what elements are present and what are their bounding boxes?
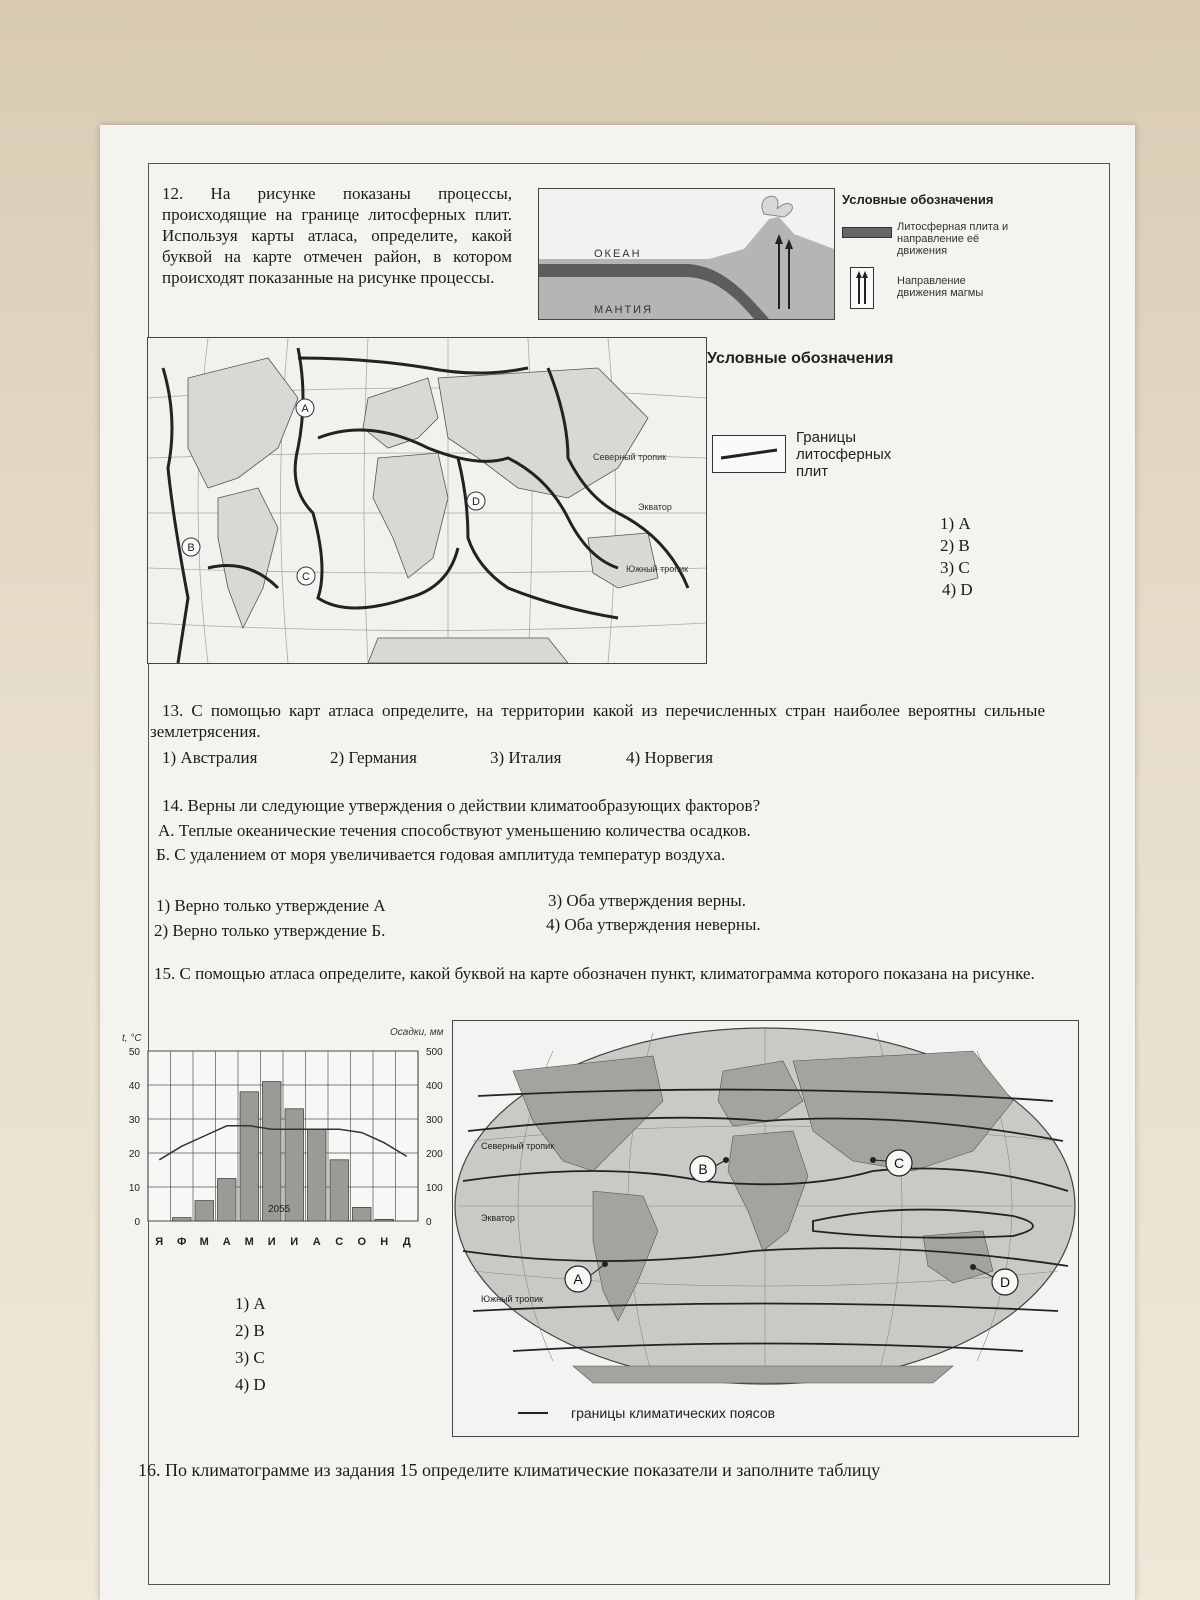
- plate-legend-swatch: [842, 227, 892, 238]
- climatogram-xtick: М: [199, 1236, 209, 1248]
- q14-statement-b: Б. С удалением от моря увеличивается годовая амплитуда температур воздуха.: [156, 845, 726, 864]
- q13-option-1[interactable]: 1) Австралия: [162, 748, 258, 767]
- q14-option-1[interactable]: 1) Верно только утверждение А: [156, 896, 386, 915]
- magma-legend-icon: [850, 267, 874, 309]
- climatogram-y2tick: 0: [426, 1217, 432, 1228]
- q15-option-2[interactable]: 2) В: [235, 1321, 265, 1340]
- q12-option-4[interactable]: 4) D: [942, 580, 973, 599]
- mantle-label: МАНТИЯ: [594, 304, 654, 316]
- climate-marker-d: D: [999, 1274, 1011, 1290]
- q14-statement-a: А. Теплые океанические течения способствуют уменьшению количества осадков.: [158, 821, 751, 840]
- q13-option-2[interactable]: 2) Германия: [330, 748, 417, 767]
- climate-map-equator: Экватор: [481, 1213, 515, 1223]
- q15-option-1[interactable]: 1) А: [235, 1294, 266, 1313]
- climatogram-y2tick: 300: [426, 1115, 443, 1126]
- precip-bar: [173, 1218, 192, 1221]
- plates-map-equator: Экватор: [638, 502, 672, 512]
- climate-map-legend: границы климатических поясов: [571, 1405, 776, 1421]
- plates-map-north-tropic: Северный тропик: [593, 452, 667, 462]
- plates-marker-c: C: [302, 571, 310, 583]
- climatogram: [100, 1023, 450, 1258]
- q13-text: 13. С помощью карт атласа определите, на территории какой из перечисленных стран наиболее вероятны сильные землетрясения.: [150, 701, 1045, 741]
- climatogram-ytick: 20: [128, 1149, 140, 1160]
- worksheet-page: [100, 125, 1135, 1600]
- precip-bar: [195, 1201, 214, 1221]
- climatogram-xtick: И: [290, 1236, 299, 1248]
- q14-option-2[interactable]: 2) Верно только утверждение Б.: [154, 921, 386, 940]
- diagram-legend-title: Условные обозначения: [842, 192, 994, 207]
- climate-marker-a: A: [573, 1271, 583, 1287]
- climatogram-ylabel: t, °C: [122, 1033, 142, 1044]
- q16-text: 16. По климатограмме из задания 15 определите климатические показатели и заполните таблицу: [138, 1460, 881, 1480]
- climatogram-xtick: А: [312, 1236, 321, 1248]
- climatogram-ytick: 40: [128, 1081, 140, 1092]
- climatogram-y2label: Осадки, мм: [390, 1027, 444, 1038]
- q12-option-2[interactable]: 2) В: [940, 536, 970, 555]
- q14-text: 14. Верны ли следующие утверждения о действии климатообразующих факторов?: [162, 796, 761, 815]
- climatogram-xtick: Ф: [177, 1236, 187, 1248]
- subduction-diagram: [538, 188, 835, 320]
- climatogram-xtick: Я: [155, 1236, 164, 1248]
- climatogram-xtick: С: [335, 1236, 344, 1248]
- q14-option-3[interactable]: 3) Оба утверждения верны.: [548, 891, 746, 910]
- climate-zones-map: [452, 1020, 1079, 1437]
- plates-map: [147, 337, 707, 664]
- q14-option-4[interactable]: 4) Оба утверждения неверны.: [546, 915, 761, 934]
- q15-option-4[interactable]: 4) D: [235, 1375, 266, 1394]
- climatogram-ytick: 10: [128, 1183, 140, 1194]
- climatogram-xtick: А: [222, 1236, 231, 1248]
- climatogram-ytick: 0: [134, 1217, 140, 1228]
- climate-map-north-tropic: Северный тропик: [481, 1141, 555, 1151]
- climatogram-y2tick: 100: [426, 1183, 443, 1194]
- climatogram-y2tick: 400: [426, 1081, 443, 1092]
- climatogram-xtick: Н: [380, 1236, 389, 1248]
- ocean-label: ОКЕАН: [594, 248, 642, 260]
- plates-map-legend-title: Условные обозначения: [707, 350, 894, 367]
- plates-legend-swatch: [712, 435, 786, 473]
- climatogram-xtick: О: [357, 1236, 367, 1248]
- q13-option-4[interactable]: 4) Норвегия: [626, 748, 714, 767]
- magma-legend-text: Направление движения магмы: [897, 275, 984, 299]
- climate-marker-c: C: [893, 1155, 905, 1171]
- q12-option-3[interactable]: 3) С: [940, 558, 970, 577]
- plates-map-south-tropic: Южный тропик: [626, 564, 689, 574]
- climate-marker-b: B: [698, 1161, 708, 1177]
- precip-bar: [353, 1207, 372, 1221]
- precip-bar: [330, 1160, 349, 1221]
- climate-map-south-tropic: Южный тропик: [481, 1294, 544, 1304]
- climatogram-ytick: 50: [128, 1047, 140, 1058]
- climatogram-y2tick: 500: [426, 1047, 443, 1058]
- precip-bar: [240, 1092, 259, 1221]
- precip-bar: [263, 1082, 282, 1221]
- plates-legend-text: Границы литосферных плит: [796, 429, 892, 480]
- precip-bar: [218, 1179, 237, 1222]
- climatogram-y2tick: 200: [426, 1149, 443, 1160]
- plate-legend-text: Литосферная плита и направление её движения: [897, 221, 1009, 257]
- climatogram-xtick: И: [267, 1236, 276, 1248]
- q13-option-3[interactable]: 3) Италия: [490, 748, 562, 767]
- climatogram-xtick: Д: [402, 1236, 411, 1248]
- plates-marker-b: B: [187, 542, 195, 554]
- q15-text: 15. С помощью атласа определите, какой буквой на карте обозначен пункт, климатограмма которого показана на рисунке.: [154, 964, 1035, 983]
- precip-bar: [375, 1219, 394, 1221]
- plates-marker-d: D: [472, 496, 480, 508]
- precip-bar: [308, 1129, 327, 1221]
- climatogram-ytick: 30: [128, 1115, 140, 1126]
- q12-option-1[interactable]: 1) А: [940, 514, 971, 533]
- q12-text: 12. На рисунке показаны процессы, происходящие на границе литосферных плит. Используя карты атласа, определите, какой буквой на карте отмечен район, в котором происходят показанные на рисунке процессы.: [162, 184, 512, 287]
- climatogram-xtick: М: [244, 1236, 254, 1248]
- climatogram-annotation: 2055: [268, 1204, 291, 1215]
- q15-option-3[interactable]: 3) С: [235, 1348, 265, 1367]
- plates-marker-a: A: [301, 403, 309, 415]
